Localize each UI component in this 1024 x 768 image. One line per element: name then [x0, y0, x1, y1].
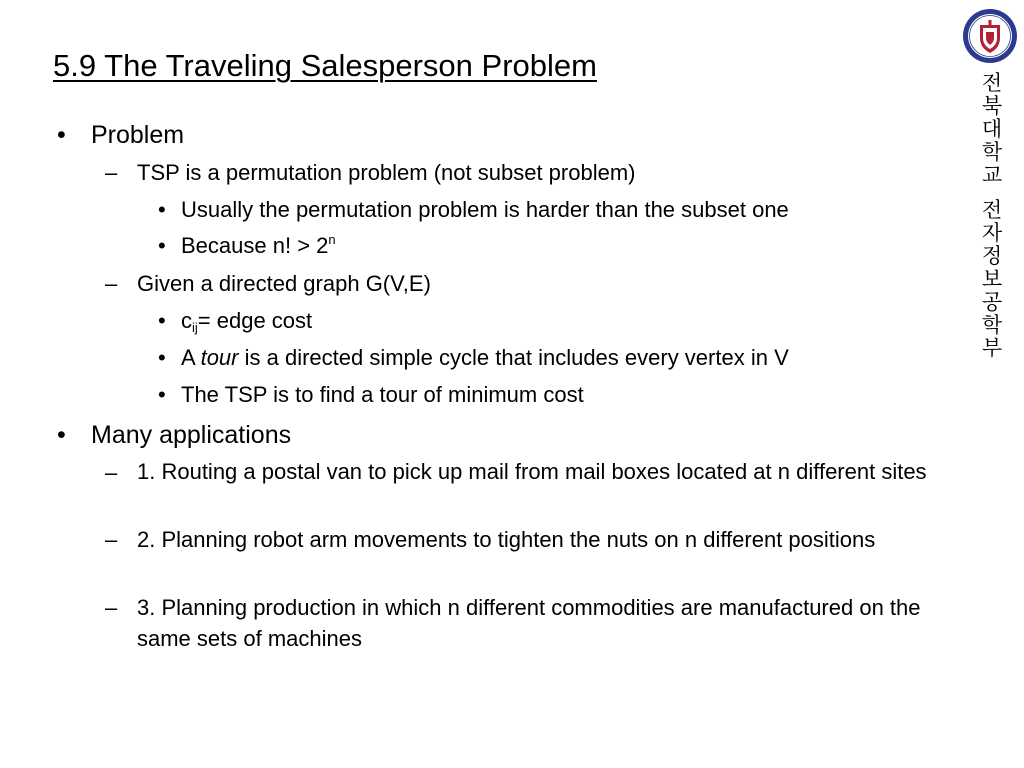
cost-symbol: c [181, 308, 192, 333]
application-robot-arm: 2. Planning robot arm movements to tighten the nuts on n different positions [137, 527, 876, 552]
exponent-n: n [328, 232, 336, 247]
department-vertical-label [978, 72, 1006, 360]
dash-marker-icon: – [105, 271, 118, 296]
bullet-many-applications: Many applications [91, 421, 292, 449]
dash-marker-icon: – [105, 160, 118, 185]
dot-marker-icon: • [158, 382, 166, 407]
department-char: 공 [981, 290, 1003, 314]
university-char: 북 [981, 94, 1003, 118]
tour-prefix: A [181, 345, 201, 370]
tour-term: tour [200, 345, 239, 370]
sub-sub-bullet-tour-definition [181, 345, 789, 371]
dot-marker-icon: • [158, 345, 166, 370]
department-char: 학 [981, 313, 1003, 337]
sub-sub-bullet-because [181, 233, 336, 259]
dash-marker-icon: – [105, 460, 118, 485]
application-production-planning: 3. Planning production in which n different commodities are manufactured on the same sets of machines [137, 595, 921, 651]
because-text: Because n! > 2 [181, 233, 329, 258]
university-char: 전 [981, 71, 1003, 95]
department-char: 정 [981, 244, 1003, 268]
tour-suffix: is a directed simple cycle that includes every vertex in V [238, 345, 789, 370]
bullet-marker-icon: • [57, 121, 66, 149]
university-char: 학 [981, 140, 1003, 164]
dash-marker-icon: – [105, 527, 118, 552]
slide-title: 5.9 The Traveling Salesperson Problem [53, 48, 597, 83]
dot-marker-icon: • [158, 233, 166, 258]
bullet-marker-icon: • [57, 421, 66, 449]
sub-bullet-directed-graph: Given a directed graph G(V,E) [137, 271, 431, 296]
sub-sub-bullet-edge-cost [181, 308, 312, 334]
university-char: 교 [981, 163, 1003, 187]
dot-marker-icon: • [158, 197, 166, 222]
sub-bullet-tsp-permutation: TSP is a permutation problem (not subset problem) [137, 160, 636, 185]
application-postal-van: 1. Routing a postal van to pick up mail from mail boxes located at n different sites [137, 459, 927, 484]
dot-marker-icon: • [158, 308, 166, 333]
department-char: 보 [981, 267, 1003, 291]
university-emblem-icon [962, 8, 1018, 64]
department-char: 전 [981, 198, 1003, 222]
bullet-problem: Problem [91, 121, 185, 149]
sub-sub-bullet-harder: Usually the permutation problem is harder than the subset one [181, 197, 789, 222]
dash-marker-icon: – [105, 595, 118, 620]
university-char: 대 [981, 117, 1003, 141]
cost-subscript: ij [192, 320, 198, 335]
sub-sub-bullet-minimum-cost: The TSP is to find a tour of minimum cost [181, 382, 584, 407]
edge-cost-text: = edge cost [197, 308, 313, 333]
department-char: 부 [981, 336, 1003, 360]
department-char: 자 [981, 221, 1003, 245]
